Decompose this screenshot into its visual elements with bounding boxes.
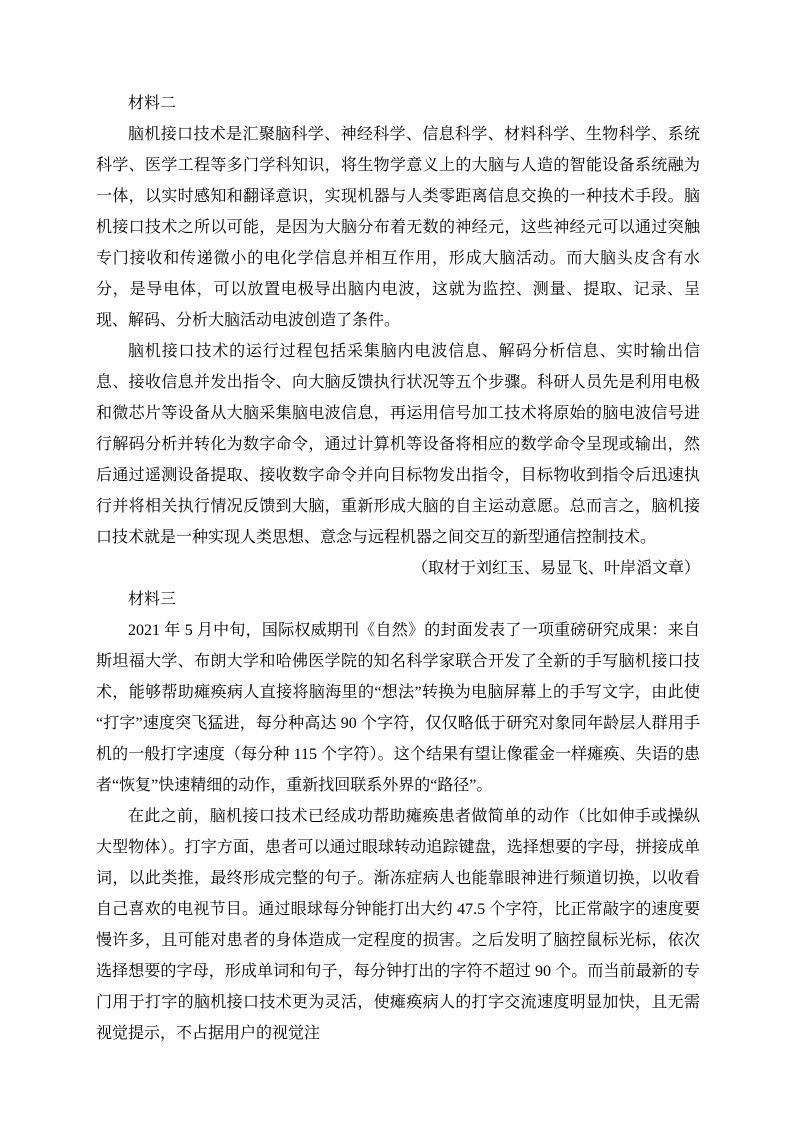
material-3-paragraph-1: 2021 年 5 月中旬，国际权威期刊《自然》的封面发表了一项重磅研究成果：来自斯坦福大学、布朗大学和哈佛医学院的知名科学家联合开发了全新的手写脑机接口技术，能够帮助瘫痪病人直接将脑海里的“想法”转换为电脑屏幕上的手写文字，由此使“打字”速度突飞猛进，每分种高达 90 个字符，仅仅略低于研究对象同年龄层人群用手机的一般打字速度（每分种 115 个字符）。这个结果有望让像霍金一样瘫痪、失语的患者“恢复”快速精细的动作，重新找回联系外界的“路径”。 [96,622,700,794]
material-2-attribution: （取材于刘红玉、易显飞、叶岸滔文章） [411,560,700,577]
material-2-heading: 材料二 [128,95,177,112]
material-3-heading: 材料三 [128,591,177,608]
material-2-paragraph-2: 脑机接口技术的运行过程包括采集脑内电波信息、解码分析信息、实时输出信息、接收信息并发出指令、向大脑反馈执行状况等五个步骤。科研人员先是利用电极和微芯片等设备从大脑采集脑电波信息，再运用信号加工技术将原始的脑电波信号进行解码分析并转化为数字命令，通过计算机等设备将相应的数学命令呈现或输出，然后通过遥测设备提取、接收数字命令并向目标物发出指令，目标物收到指令后迅速执行并将相关执行情况反馈到大脑，重新形成大脑的自主运动意愿。总而言之，脑机接口技术就是一种实现人类思想、意念与远程机器之间交互的新型通信控制技术。 [96,343,700,546]
material-2-paragraph-1: 脑机接口技术是汇聚脑科学、神经科学、信息科学、材料科学、生物科学、系统科学、医学工程等多门学科知识，将生物学意义上的大脑与人造的智能设备系统融为一体，以实时感知和翻译意识，实现机器与人类零距离信息交换的一种技术手段。脑机接口技术之所以可能，是因为大脑分布着无数的神经元，这些神经元可以通过突触专门接收和传递微小的电化学信息并相互作用，形成大脑活动。而大脑头皮含有水分，是导电体，可以放置电极导出脑内电波，这就为监控、测量、提取、记录、呈现、解码、分析大脑活动电波创造了条件。 [96,126,700,329]
material-3-paragraph-2: 在此之前，脑机接口技术已经成功帮助瘫痪患者做简单的动作（比如伸手或操纵大型物体）。打字方面，患者可以通过眼球转动追踪键盘，选择想要的字母，拼接成单词，以此类推，最终形成完整的句子。渐冻症病人也能靠眼神进行频道切换，以收看自己喜欢的电视节目。通过眼球每分钟能打出大约 47.5 个字符，比正常敲字的速度要慢许多，且可能对患者的身体造成一定程度的损害。之后发明了脑控鼠标光标，依次选择想要的字母，形成单词和句子，每分钟打出的字符不超过 90 个。而当前最新的专门用于打字的脑机接口技术更为灵活，使瘫痪病人的打字交流速度明显加快，且无需视觉提示，不占据用户的视觉注 [96,808,700,1042]
